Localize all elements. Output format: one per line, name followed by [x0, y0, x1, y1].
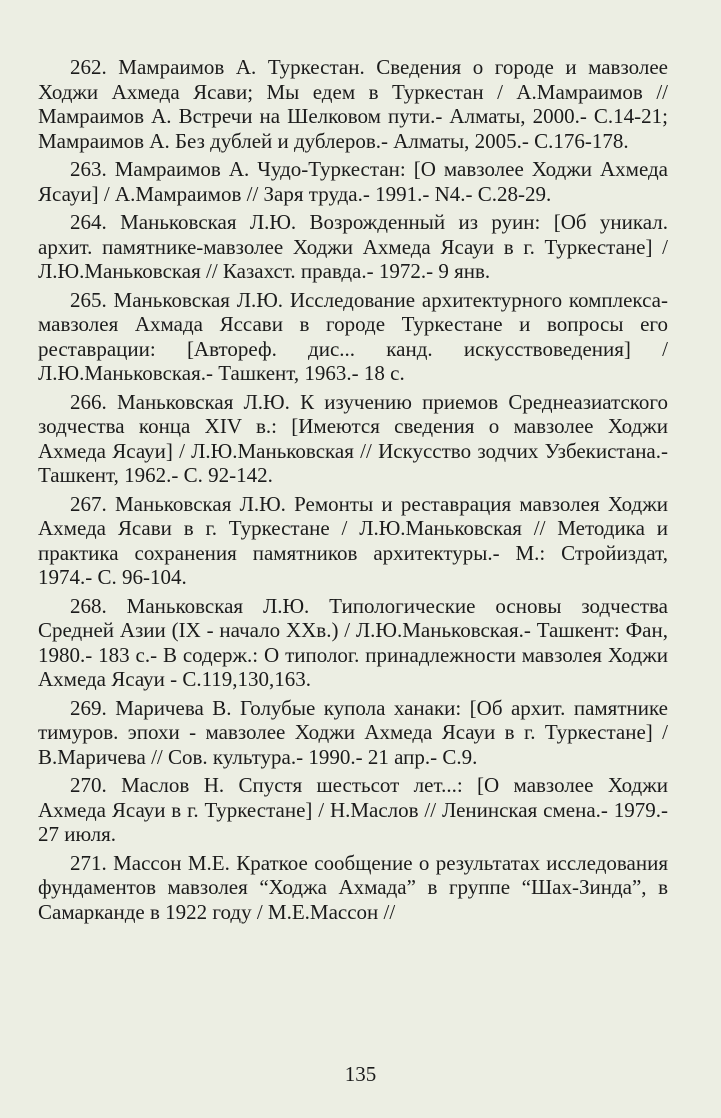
bibliography-list [38, 55, 668, 928]
bibliography-entry-266: 266. Маньковская Л.Ю. К изучению приемов Среднеазиатского зодчества конца XIV в.: [Имеются сведения о мавзолее Ходжи Ахмеда Ясауи] / Л.Ю.Маньковская // Искусство зодчих Узбекистана.- Ташкент, 1962.- С. 92-142. [38, 389, 668, 487]
bibliography-entry-264: 264. Маньковская Л.Ю. Возрожденный из руин: [Об уникал. архит. памятнике-мавзолее Ходжи Ахмеда Ясауи в г. Туркестане] / Л.Ю.Маньковская // Казахст. правда.- 1972.- 9 янв. [38, 210, 668, 283]
bibliography-entry-271: 271. Массон М.Е. Краткое сообщение о результатах исследования фундаментов мавзолея “Ходжа Ахмада” в группе “Шах-Зинда”, в Самарканде в 1922 году / М.Е.Массон // [38, 850, 668, 924]
bibliography-entry-262: 262. Мамраимов А. Туркестан. Сведения о городе и мавзолее Ходжи Ахмеда Ясави; Мы едем в Туркестан / А.Мамраимов // Мамраимов А. Встречи на Шелковом пути.- Алматы, 2000.- С.14-21; Мамраимов А. Без дублей и дублеров.- Алматы, 2005.- С.176-178. [38, 55, 668, 153]
page-number: 135 [344, 1062, 377, 1086]
bibliography-entry-263: 263. Мамраимов А. Чудо-Туркестан: [О мавзолее Ходжи Ахмеда Ясауи] / А.Мамраимов // Заря труда.- 1991.- N4.- С.28-29. [38, 157, 668, 206]
bibliography-entry-265: 265. Маньковская Л.Ю. Исследование архитектурного комплекса-мавзолея Ахмада Яссави в городе Туркестане и вопросы его реставрации: [Автореф. дис... канд. искусствоведения] / Л.Ю.Маньковская.- Ташкент, 1963.- 18 с. [38, 287, 668, 385]
bibliography-entry-268: 268. Маньковская Л.Ю. Типологические основы зодчества Средней Азии (IX - начало XXв.) / Л.Ю.Маньковская.- Ташкент: Фан, 1980.- 183 с.- В содерж.: О типолог. принадлежности мавзолея Ходжи Ахмеда Ясауи - С.119,130,163. [38, 593, 668, 691]
bibliography-entry-270: 270. Маслов Н. Спустя шестьсот лет...: [О мавзолее Ходжи Ахмеда Ясауи в г. Туркестане] / Н.Маслов // Ленинская смена.- 1979.- 27 июля. [38, 773, 668, 846]
bibliography-entry-267: 267. Маньковская Л.Ю. Ремонты и реставрация мавзолея Ходжи Ахмеда Ясави в г. Туркестане / Л.Ю.Маньковская // Методика и практика сохранения памятников архитектуры.- М.: Стройиздат, 1974.- С. 96-104. [38, 491, 668, 589]
bibliography-entry-269: 269. Маричева В. Голубые купола ханаки: [Об архит. памятнике тимуров. эпохи - мавзолее Ходжи Ахмеда Ясауи в г. Туркестане] / В.Маричева // Сов. культура.- 1990.- 21 апр.- С.9. [38, 695, 668, 769]
